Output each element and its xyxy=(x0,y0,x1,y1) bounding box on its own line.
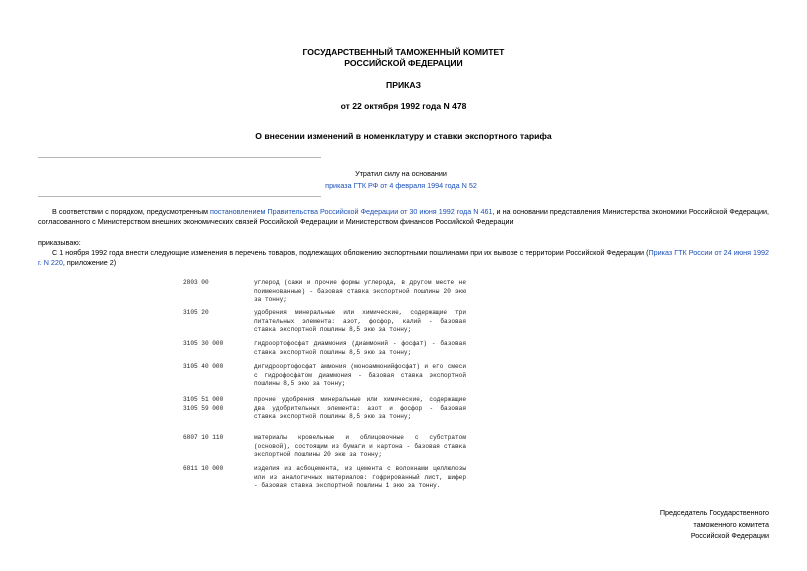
preamble-paragraph xyxy=(38,207,769,227)
order-word: приказываю: xyxy=(38,238,81,247)
preamble-text-end: , и на основании представления Министерства экономики Российской Федерации, согласованного с Министерством внешних экономических связей Российской Федерации и Министерством финансов Российской Федерации xyxy=(38,207,770,226)
signature-block xyxy=(619,507,769,542)
signature-line: Председатель Государственного xyxy=(659,508,769,517)
entry-code: 6811 10 000 xyxy=(183,465,224,472)
customs-order-link[interactable]: Приказ ГТК России от 24 июня 1992 г. N 220 xyxy=(38,248,770,267)
entry-code: 3105 51 000 3105 59 000 xyxy=(183,396,224,412)
divider-top xyxy=(38,157,321,158)
entry-code: 3105 20 xyxy=(183,309,209,316)
entry-description: гидроортофосфат диаммония (диаммоний - фосфат) - базовая ставка экспортной пошлины 8,5 экю за тонну; xyxy=(254,340,470,356)
status-note: Утратил силу на основании xyxy=(355,169,447,178)
preamble-text-start: В соответствии с порядком, предусмотренным xyxy=(52,207,210,216)
government-decree-link[interactable]: постановлением Правительства Российской Федерации от 30 июня 1992 года N 461 xyxy=(210,207,493,216)
document-type: ПРИКАЗ xyxy=(386,80,421,90)
entry-code: 3105 30 000 xyxy=(183,340,224,347)
entry-description: материалы кровельные и облицовочные с субстратом (основой), состоящим из бумаги и картона - базовая ставка экспортной пошлины 20 экю за тонну; xyxy=(254,434,470,459)
divider-bottom xyxy=(38,196,321,197)
entry-description: углерод (сажи и прочие формы углерода, в другом месте не поименованные) - базовая ставка экспортной пошлины 20 экю за тонну; xyxy=(254,279,470,304)
entry-description: изделия из асбоцемента, из цемента с волокнами целлюлозы или из аналогичных материалов: гофрированный лист, шифер - базовая ставка экспортной пошлины 1 экю за тонну. xyxy=(254,465,470,490)
signature-line: таможенного комитета xyxy=(693,519,769,529)
status-link-wrap xyxy=(321,180,481,191)
document-title: О внесении изменений в номенклатуру и ставки экспортного тарифа xyxy=(255,131,552,141)
entry-description: дигидроортофосфат аммония (моноаммонийфосфат) и его смеси с гидрофосфатом диаммония - базовая ставка экспортной пошлины 8,5 экю за тонну; xyxy=(254,363,470,388)
org-name-line1: ГОСУДАРСТВЕННЫЙ ТАМОЖЕННЫЙ КОМИТЕТ xyxy=(302,47,505,57)
entry-code: 6807 10 110 xyxy=(183,434,224,441)
entry-description: прочие удобрения минеральные или химические, содержащие два удобрительных элемента: азот и фосфор - базовая ставка экспортной пошлины 8,5 экю за тонну; xyxy=(254,396,470,421)
entry-code: 2803 00 xyxy=(183,279,209,286)
item1-paragraph xyxy=(38,248,769,268)
entry-description: удобрения минеральные или химические, содержащие три питательных элемента: азот, фосфор, калий - базовая ставка экспортной пошлины 8,5 экю за тонну; xyxy=(254,309,470,334)
signature-line: Российской Федерации xyxy=(690,531,769,540)
repeal-order-link[interactable]: приказа ГТК РФ от 4 февраля 1994 года N 52 xyxy=(325,181,477,190)
item1-text: С 1 ноября 1992 года внести следующие изменения в перечень товаров, подлежащих обложению экспортными пошлинами при их вывозе с территории Российской Федерации ( xyxy=(52,248,649,257)
item1-text-end: , приложение 2) xyxy=(62,258,117,267)
entry-code: 3105 40 000 xyxy=(183,363,224,370)
document-date: от 22 октября 1992 года N 478 xyxy=(340,101,467,111)
org-name-line2: РОССИЙСКОЙ ФЕДЕРАЦИИ xyxy=(344,58,463,68)
